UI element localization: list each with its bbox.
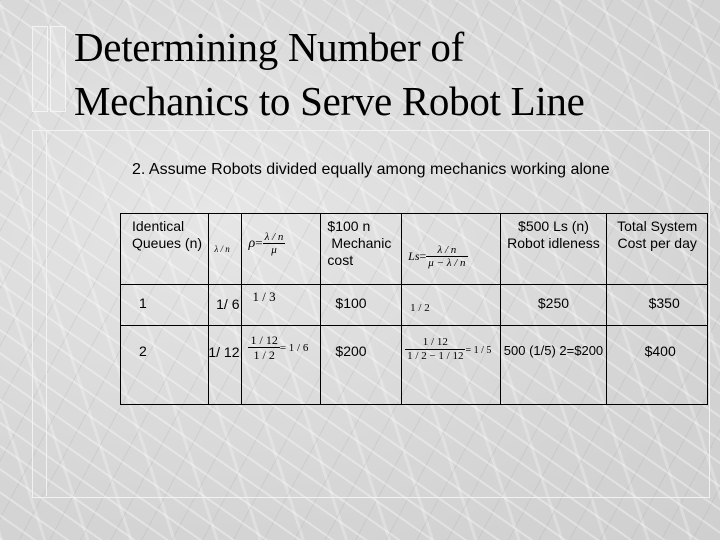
header-queues-line-1: Identical — [132, 218, 185, 234]
row-1-rho-value: 1 / 3 — [252, 289, 276, 304]
header-queues-line-2: Queues (n) — [132, 235, 203, 251]
slide-title-line-2: Mechanics to Serve Robot Line — [74, 78, 585, 124]
ls-equals: = — [419, 249, 427, 264]
row-2-rho — [242, 326, 321, 405]
row-2-n — [121, 326, 209, 405]
header-lambda-n — [209, 214, 242, 285]
row-1-total-value: $350 — [648, 295, 680, 311]
decorative-bar-left — [32, 26, 48, 112]
row-2-mechanic-cost-value: $200 — [335, 343, 367, 359]
header-lambda-n-text: λ / n — [214, 244, 230, 254]
row-2-idleness — [500, 326, 607, 405]
slide-title-line-1: Determining Number of — [74, 24, 464, 70]
header-idleness-line-1: $500 Ls (n) — [518, 218, 589, 234]
header-queues — [121, 214, 209, 285]
rho-numerator: λ / n — [264, 231, 284, 243]
row-2-ls — [402, 326, 500, 405]
row-1-idleness-value: $250 — [537, 295, 570, 311]
table-header-row — [121, 214, 708, 285]
row-1-total — [607, 285, 708, 326]
table-row — [121, 285, 708, 326]
header-idleness-line-2: Robot idleness — [507, 235, 600, 251]
row-2-total — [607, 326, 708, 405]
row-2-ls-numerator: 1 / 12 — [405, 336, 465, 350]
decorative-bar-right — [50, 26, 66, 112]
row-1-mechanic-cost — [321, 285, 402, 326]
row-1-rho — [242, 285, 321, 326]
ls-denominator: μ − λ / n — [428, 257, 466, 269]
row-2-rho-numerator: 1 / 12 — [250, 333, 278, 347]
row-2-rho-denominator: 1 / 2 — [253, 348, 275, 362]
header-mechanic-cost — [321, 214, 402, 285]
header-ls-formula — [402, 214, 500, 285]
cost-table — [120, 213, 708, 405]
row-2-ls-denominator: 1 / 2 − 1 / 12 — [407, 350, 464, 362]
row-2-mechanic-cost — [321, 326, 402, 405]
rho-denominator: μ — [271, 244, 277, 256]
slide-title — [74, 20, 585, 128]
row-2-idleness-value: 500 (1/5) 2=$200 — [503, 343, 604, 358]
rho-equals: = — [255, 235, 263, 251]
slide-subtitle: 2. Assume Robots divided equally among mechanics working alone — [132, 161, 610, 178]
header-mechanic-cost-line-2: Mechanic — [331, 235, 392, 251]
row-1-lambda-n — [209, 285, 242, 326]
header-robot-idleness — [500, 214, 607, 285]
row-1-n — [121, 285, 209, 326]
row-1-mechanic-cost-value: $100 — [335, 295, 367, 311]
header-total-line-2: Cost per day — [617, 235, 697, 251]
row-1-idleness — [500, 285, 607, 326]
header-mechanic-cost-line-3: cost — [327, 252, 354, 268]
row-1-n-value: 1 — [139, 295, 147, 311]
rho-symbol: ρ — [248, 236, 256, 252]
row-2-ls-result: = 1 / 5 — [465, 345, 492, 357]
row-1-lambda-n-value: 1/ 6 — [216, 296, 240, 312]
row-2-total-value: $400 — [644, 343, 676, 359]
header-rho-formula — [242, 214, 321, 285]
row-1-ls — [402, 285, 500, 326]
header-total-cost — [607, 214, 708, 285]
table-row — [121, 326, 708, 405]
ls-symbol: Ls — [408, 249, 420, 264]
header-total-line-1: Total System — [617, 218, 698, 234]
ls-numerator: λ / n — [426, 244, 467, 257]
row-2-lambda-n-value: 1/ 12 — [208, 344, 240, 360]
row-2-lambda-n — [209, 326, 242, 405]
row-2-n-value: 2 — [139, 343, 147, 359]
row-2-rho-result: = 1 / 6 — [279, 342, 309, 355]
header-mechanic-cost-line-1: $100 n — [327, 218, 371, 234]
content-frame-bar — [32, 130, 47, 496]
row-1-ls-value: 1 / 2 — [410, 302, 430, 314]
